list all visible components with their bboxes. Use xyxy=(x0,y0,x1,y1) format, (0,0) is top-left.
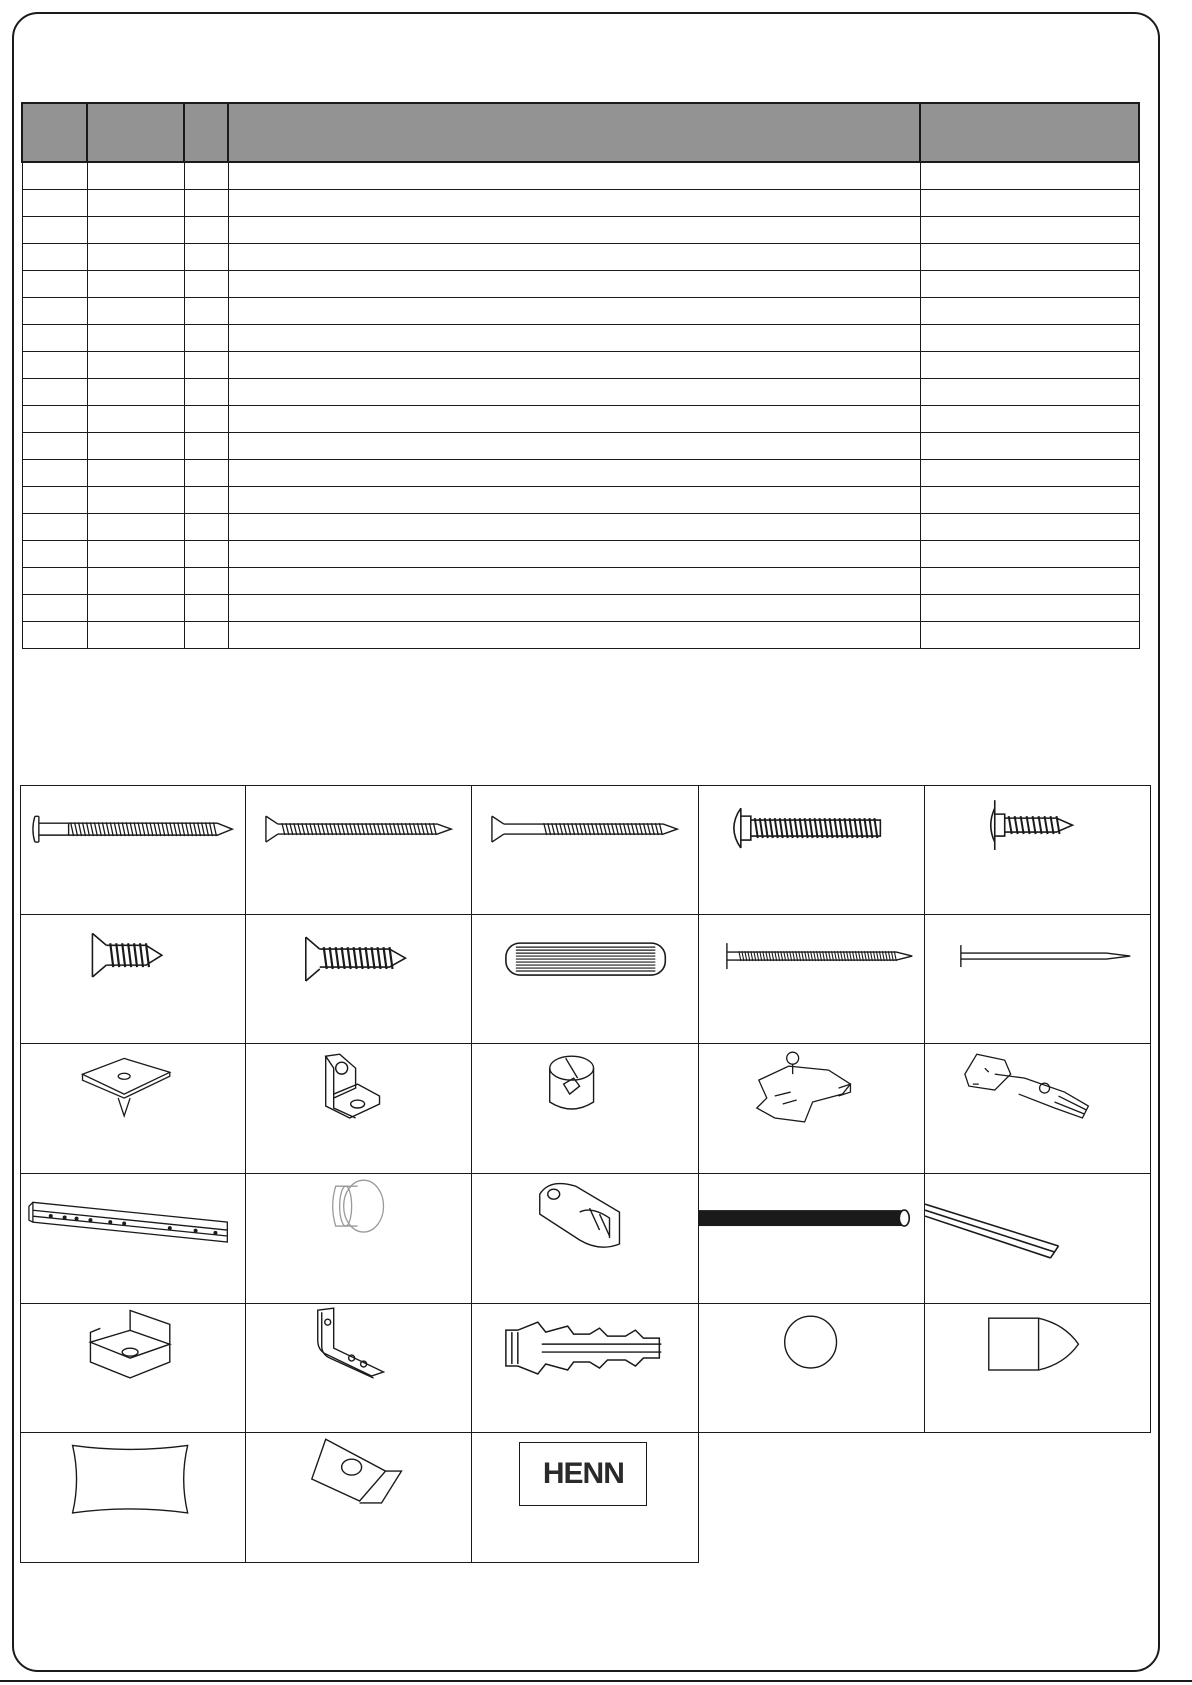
u-clip-icon xyxy=(21,1304,245,1434)
table-cell xyxy=(920,298,1139,325)
table-cell xyxy=(87,244,184,271)
table-cell xyxy=(184,460,228,487)
table-row xyxy=(22,352,1139,379)
table-cell xyxy=(228,271,920,298)
table-row xyxy=(22,217,1139,244)
table-row xyxy=(22,190,1139,217)
table-cell xyxy=(22,244,87,271)
table-cell xyxy=(920,460,1139,487)
table-row xyxy=(22,244,1139,271)
table-cell xyxy=(228,244,920,271)
angle-bracket-icon xyxy=(246,1304,471,1434)
table-cell xyxy=(87,460,184,487)
hardware-cell xyxy=(20,1044,246,1174)
hardware-cell xyxy=(246,1304,472,1434)
table-cell xyxy=(228,190,920,217)
table-cell xyxy=(87,487,184,514)
table-cell xyxy=(228,595,920,622)
table-row xyxy=(22,541,1139,568)
table-cell xyxy=(22,568,87,595)
header-cell-qty xyxy=(184,103,228,162)
table-row xyxy=(22,406,1139,433)
table-cell xyxy=(920,217,1139,244)
table-row xyxy=(22,162,1139,190)
header-cell-description xyxy=(228,103,920,162)
table-cell xyxy=(184,190,228,217)
table-cell xyxy=(228,162,920,190)
table-cell xyxy=(228,514,920,541)
table-cell xyxy=(184,487,228,514)
corner-wedge-icon xyxy=(246,1433,471,1563)
table-cell xyxy=(184,406,228,433)
table-cell xyxy=(87,352,184,379)
hardware-cell xyxy=(699,1174,925,1304)
table-cell xyxy=(22,406,87,433)
hardware-cell xyxy=(246,915,472,1045)
table-cell xyxy=(184,298,228,325)
table-row xyxy=(22,433,1139,460)
henn-brand-label-icon xyxy=(519,1442,647,1506)
short-pan-head-screw-icon xyxy=(925,786,1150,915)
rail-end-support-icon xyxy=(472,1174,697,1304)
table-cell xyxy=(920,271,1139,298)
table-cell xyxy=(228,622,920,649)
table-cell xyxy=(22,162,87,190)
table-cell xyxy=(228,379,920,406)
pan-head-screw-icon xyxy=(699,786,924,915)
table-row xyxy=(22,622,1139,649)
wooden-dowel-icon xyxy=(472,915,697,1045)
wall-plug-icon xyxy=(472,1304,697,1434)
table-cell xyxy=(22,514,87,541)
hardware-cell xyxy=(699,1044,925,1174)
hardware-cell xyxy=(699,915,925,1045)
table-cell xyxy=(920,244,1139,271)
table-cell xyxy=(22,595,87,622)
hardware-cell xyxy=(20,1433,246,1563)
table-cell xyxy=(87,271,184,298)
table-cell xyxy=(920,162,1139,190)
table-cell xyxy=(184,325,228,352)
table-cell xyxy=(920,379,1139,406)
cabinet-hinge-icon xyxy=(925,1044,1150,1174)
furniture-glide-icon xyxy=(246,1174,471,1304)
empty-cell xyxy=(925,1433,1151,1563)
table-cell xyxy=(920,325,1139,352)
table-row xyxy=(22,460,1139,487)
table-cell xyxy=(87,298,184,325)
table-cell xyxy=(920,487,1139,514)
table-cell xyxy=(22,460,87,487)
hardware-cell xyxy=(246,1174,472,1304)
table-cell xyxy=(22,190,87,217)
table-cell xyxy=(87,514,184,541)
table-row xyxy=(22,568,1139,595)
table-header-row xyxy=(22,103,1139,162)
table-cell xyxy=(184,595,228,622)
hardware-cell xyxy=(925,915,1151,1045)
table-cell xyxy=(87,622,184,649)
table-cell xyxy=(22,622,87,649)
table-cell xyxy=(920,514,1139,541)
hardware-cell xyxy=(925,1174,1151,1304)
table-row xyxy=(22,595,1139,622)
hardware-cell xyxy=(925,1304,1151,1434)
ring-shank-nail-icon xyxy=(699,915,924,1045)
table-body xyxy=(22,162,1139,649)
edge-strip-icon xyxy=(925,1174,1150,1304)
table-cell xyxy=(920,568,1139,595)
henn-brand-text: HENN xyxy=(542,1457,624,1491)
table-cell xyxy=(228,487,920,514)
hardware-grid xyxy=(20,785,1151,1563)
hardware-cell xyxy=(925,1044,1151,1174)
drawer-runner-icon xyxy=(21,1174,245,1304)
bullet-cap-icon xyxy=(925,1304,1150,1434)
table-row xyxy=(22,379,1139,406)
short-countersunk-screw-icon xyxy=(21,915,245,1045)
hardware-cell xyxy=(699,1304,925,1434)
hardware-cell xyxy=(20,1304,246,1434)
table-row xyxy=(22,271,1139,298)
hardware-cell xyxy=(246,1044,472,1174)
table-cell xyxy=(87,379,184,406)
table-cell xyxy=(22,271,87,298)
hardware-cell xyxy=(472,1433,698,1563)
table-cell xyxy=(22,379,87,406)
empty-cell xyxy=(699,1433,925,1563)
table-cell xyxy=(920,433,1139,460)
table-cell xyxy=(184,244,228,271)
hinge-mounting-plate-icon xyxy=(699,1044,924,1174)
table-cell xyxy=(920,352,1139,379)
hardware-cell xyxy=(20,785,246,915)
table-cell xyxy=(228,541,920,568)
felt-pad-icon xyxy=(21,1433,245,1563)
hardware-cell xyxy=(472,1044,698,1174)
hanging-rod-icon xyxy=(699,1174,924,1304)
table-cell xyxy=(22,217,87,244)
countersunk-wood-screw-partial-thread-icon xyxy=(472,786,697,915)
table-row xyxy=(22,487,1139,514)
table-cell xyxy=(184,271,228,298)
header-cell-no xyxy=(22,103,87,162)
l-bracket-icon xyxy=(246,1044,471,1174)
table-cell xyxy=(87,568,184,595)
table-cell xyxy=(228,460,920,487)
table-cell xyxy=(228,433,920,460)
thin-nail-icon xyxy=(925,915,1150,1045)
hardware-cell xyxy=(20,1174,246,1304)
table-cell xyxy=(920,190,1139,217)
hardware-cell xyxy=(699,785,925,915)
long-bolt-threaded-icon xyxy=(21,786,245,915)
table-row xyxy=(22,325,1139,352)
table-cell xyxy=(22,352,87,379)
table-cell xyxy=(184,433,228,460)
hardware-cell xyxy=(925,785,1151,915)
table-cell xyxy=(22,541,87,568)
hardware-cell xyxy=(472,785,698,915)
round-cover-cap-icon xyxy=(699,1304,924,1434)
cam-lock-icon xyxy=(472,1044,697,1174)
hardware-cell xyxy=(246,1433,472,1563)
hardware-cell xyxy=(472,915,698,1045)
table-cell xyxy=(920,595,1139,622)
table-cell xyxy=(228,325,920,352)
table-cell xyxy=(87,433,184,460)
table-row xyxy=(22,298,1139,325)
table-row xyxy=(22,514,1139,541)
square-plate-icon xyxy=(21,1044,245,1174)
table-cell xyxy=(920,541,1139,568)
header-cell-dimensions xyxy=(920,103,1139,162)
table-cell xyxy=(87,162,184,190)
bottom-rule xyxy=(0,1680,1192,1682)
table-cell xyxy=(920,622,1139,649)
hardware-cell xyxy=(472,1174,698,1304)
table-cell xyxy=(228,298,920,325)
table-cell xyxy=(87,595,184,622)
table-cell xyxy=(22,487,87,514)
hardware-cell xyxy=(246,785,472,915)
medium-countersunk-screw-icon xyxy=(246,915,471,1045)
table-cell xyxy=(184,568,228,595)
table-cell xyxy=(228,568,920,595)
hardware-cell xyxy=(20,915,246,1045)
table-cell xyxy=(22,298,87,325)
table-cell xyxy=(22,325,87,352)
table-cell xyxy=(87,406,184,433)
table-cell xyxy=(184,162,228,190)
table-cell xyxy=(87,190,184,217)
table-cell xyxy=(228,217,920,244)
table-cell xyxy=(184,541,228,568)
table-cell xyxy=(920,406,1139,433)
table-cell xyxy=(87,325,184,352)
table-cell xyxy=(184,514,228,541)
table-cell xyxy=(184,352,228,379)
parts-table xyxy=(21,102,1140,649)
table-cell xyxy=(184,217,228,244)
table-cell xyxy=(184,379,228,406)
table-cell xyxy=(87,541,184,568)
table-cell xyxy=(184,622,228,649)
table-cell xyxy=(228,352,920,379)
hardware-cell xyxy=(472,1304,698,1434)
table-cell xyxy=(87,217,184,244)
header-cell-code xyxy=(87,103,184,162)
table-cell xyxy=(22,433,87,460)
table-cell xyxy=(228,406,920,433)
countersunk-wood-screw-long-icon xyxy=(246,786,471,915)
